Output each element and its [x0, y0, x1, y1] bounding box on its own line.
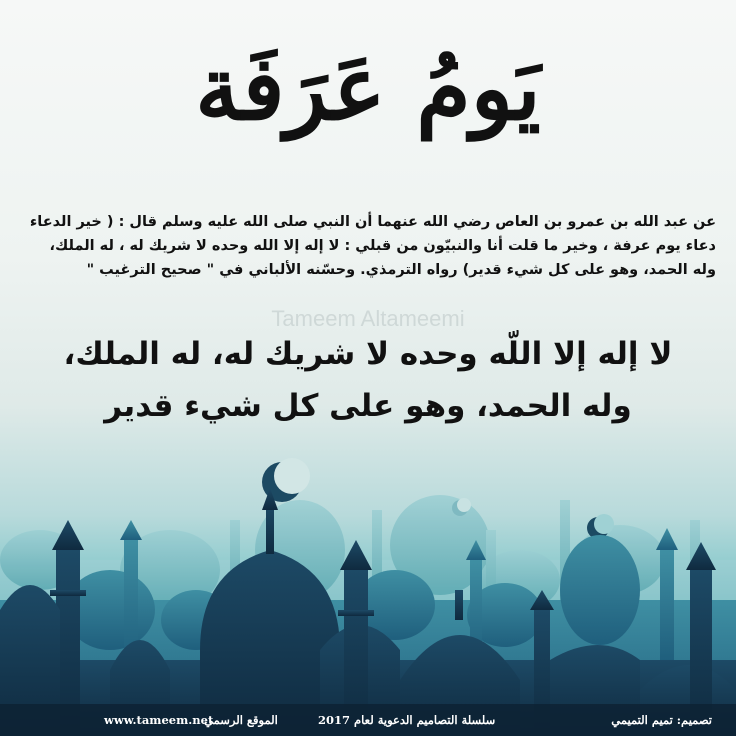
hadith-line: دعاء يوم عرفة ، وخير ما قلت أنا والنبيّون من قبلي : لا إله إلا الله وحده لا شريك له ، له الملك،: [49, 238, 716, 254]
series-credit: سلسلة التصاميم الدعوية لعام 2017: [318, 713, 496, 727]
mosque-skyline-illustration: [0, 440, 736, 736]
footer: [0, 704, 736, 736]
hadith-text: [20, 210, 716, 282]
dua-line: لا إله إلا اللّه وحده لا شريك له، له الملك،: [63, 336, 673, 372]
dua-line: وله الحمد، وهو على كل شيء قدير: [104, 388, 632, 424]
official-site-label: الموقع الرسمي: [204, 713, 278, 727]
watermark: Tameem Altameemi: [271, 306, 465, 331]
designer-credit: تصميم: تميم التميمي: [611, 713, 712, 727]
page-title: يَومُ عَرَفَة: [195, 36, 541, 140]
hadith-line: وله الحمد، وهو على كل شيء قدير) رواه الترمذي. وحسّنه الألباني في " صحيح الترغيب ": [86, 262, 716, 278]
hadith-line: عن عبد الله بن عمرو بن العاص رضي الله عنهما أن النبي صلى الله عليه وسلم قال : ( خير الدعاء: [29, 214, 716, 230]
dua-text: [20, 328, 716, 432]
website-link[interactable]: www.tameem.net: [104, 713, 214, 727]
